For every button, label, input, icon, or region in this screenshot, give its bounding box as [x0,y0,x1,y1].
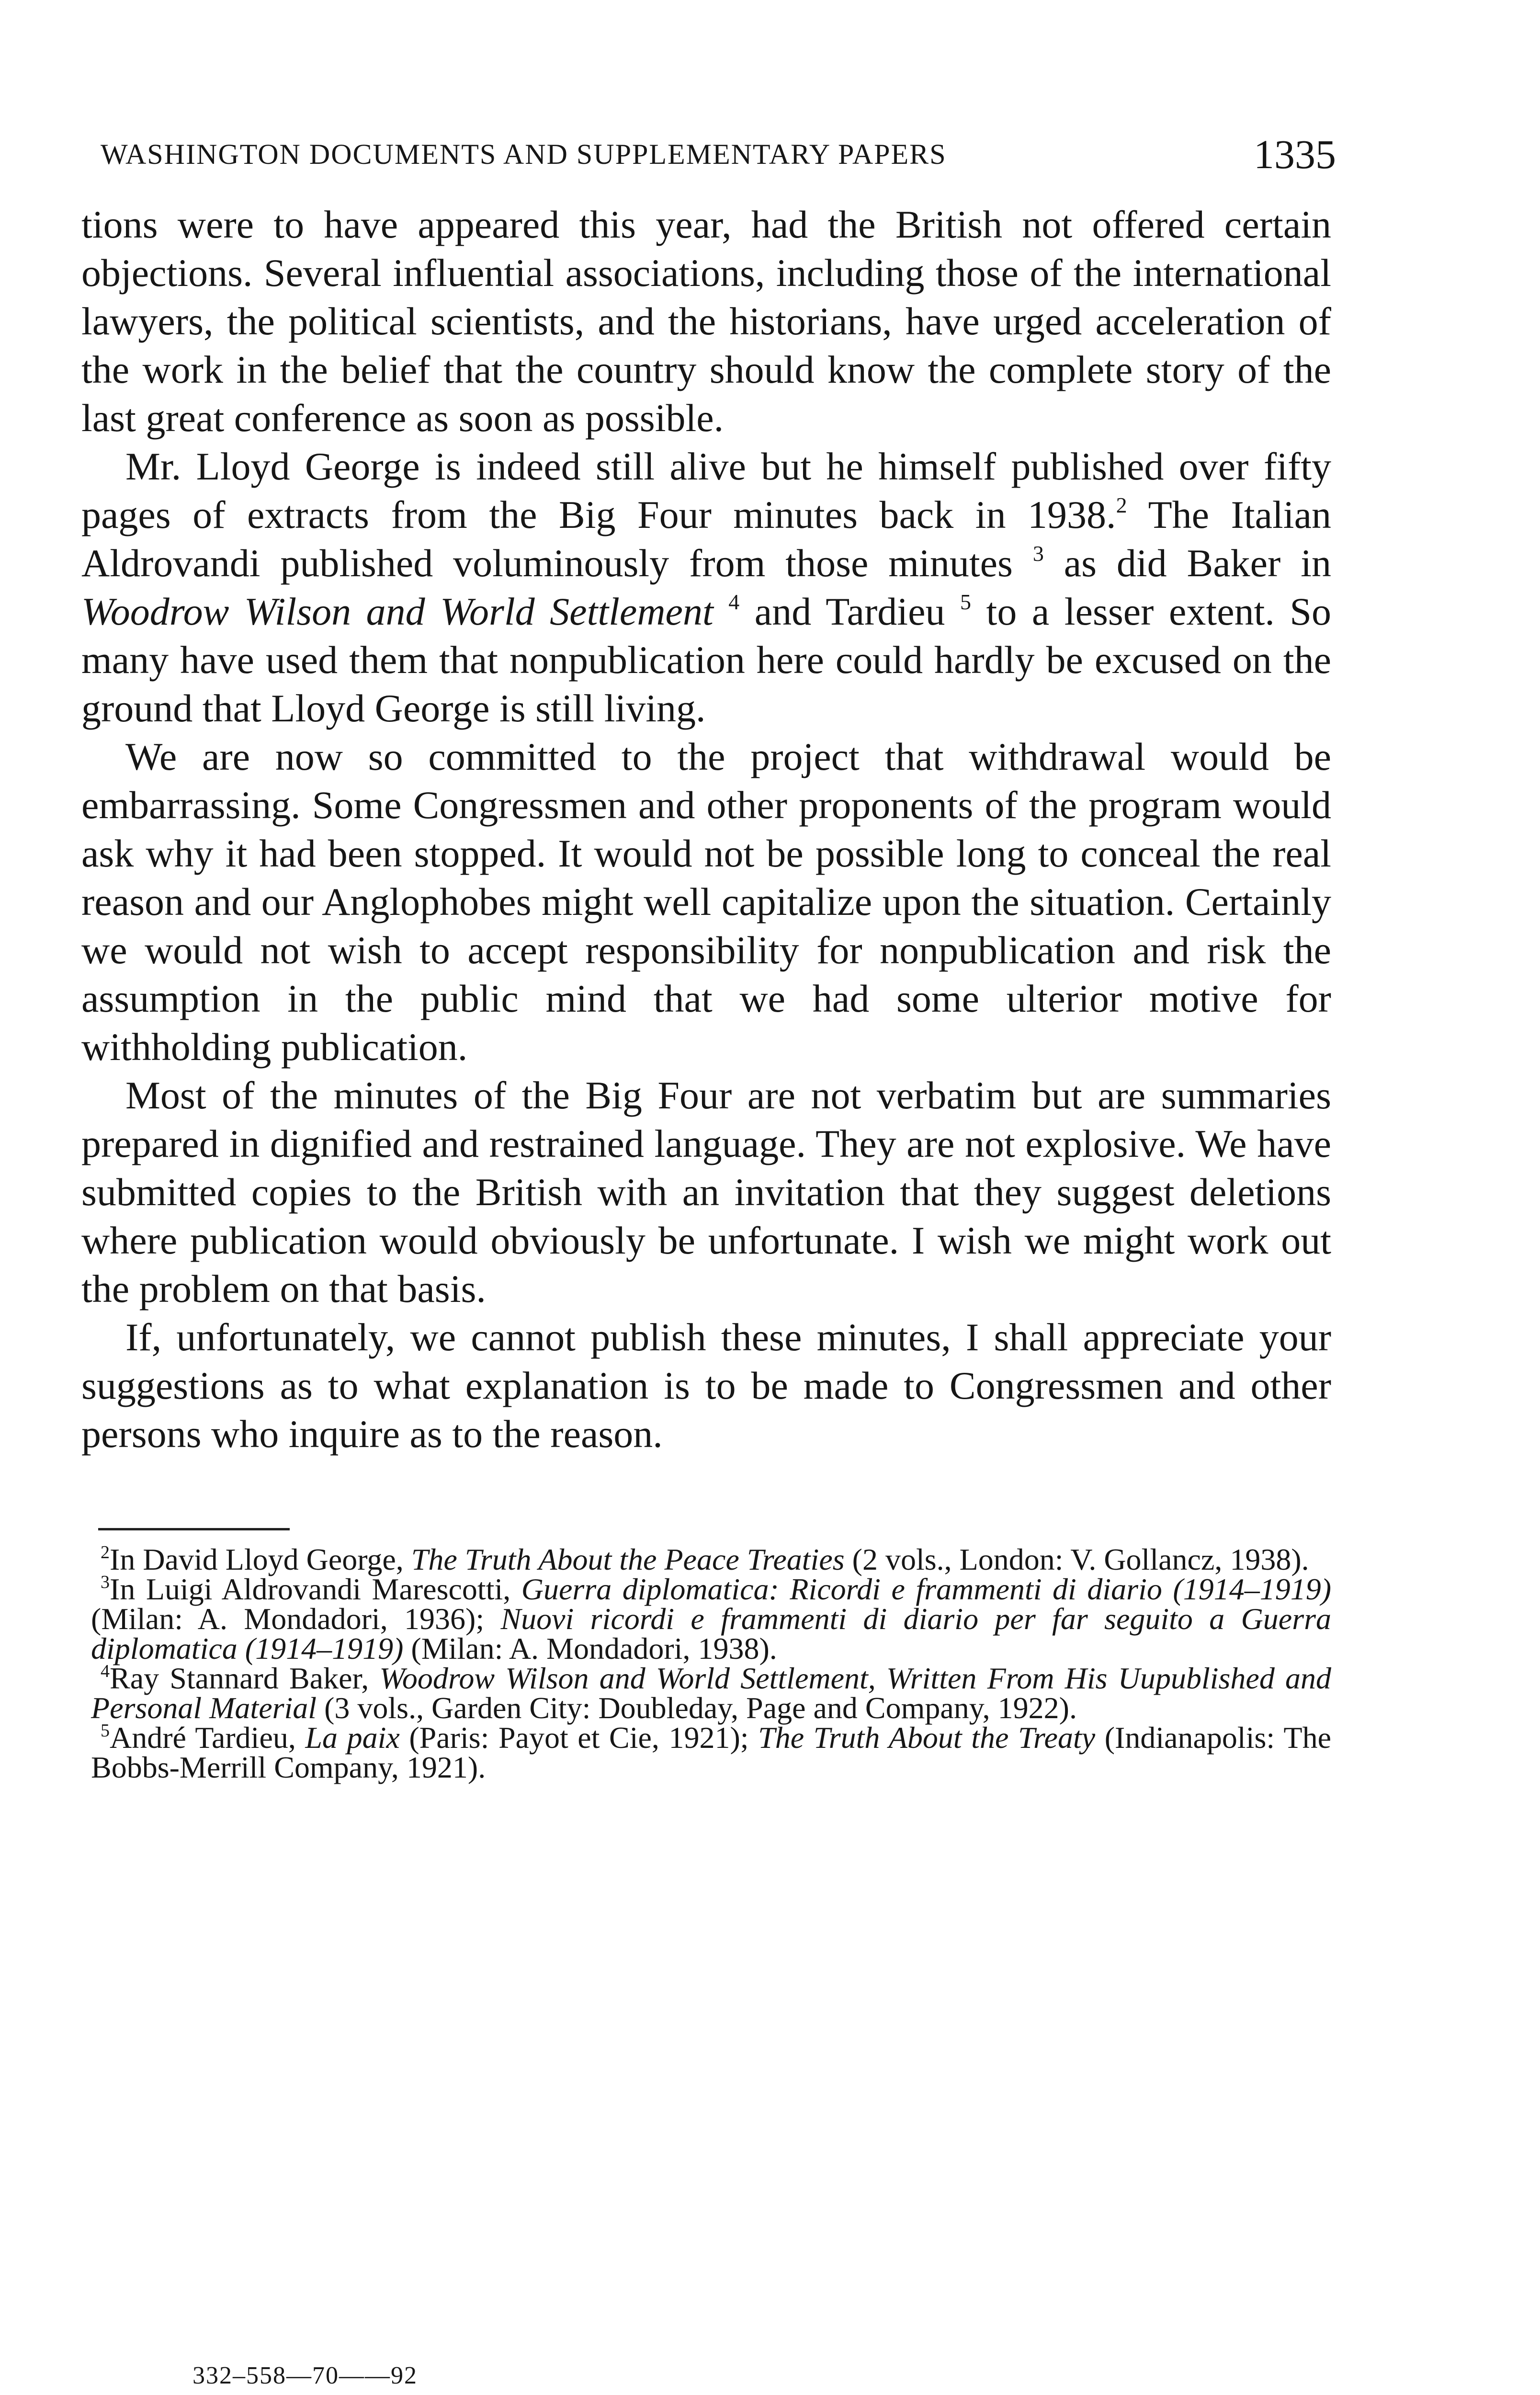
footnote-5-mark: 5 [101,1721,110,1741]
footnote-4-title: Woodrow Wilson and World Settlement, Written From His Uupublished and Personal Material [91,1661,1332,1725]
footnote-2-title: The Truth About the Peace Treaties [411,1542,845,1576]
footnote-5-title-1: La paix [305,1721,400,1755]
footnote-rule [98,1528,290,1530]
footnote-ref-5: 5 [960,590,972,614]
footnote-4-part-a: Ray Stannard Baker, [110,1661,380,1695]
footnote-3-part-b: (Milan: A. Mondadori, 1936); [91,1602,501,1636]
paragraph-2 [81,442,1331,732]
page-number: 1335 [1254,131,1336,177]
paragraph-2-part-b: The Italian Aldrovandi published voluminously from those minutes [81,493,1331,585]
printer-code: 332–558—70——92 [192,2362,418,2389]
footnote-5-part-c: (Indianapolis: The Bobbs-Merrill Company, 1921). [91,1721,1332,1784]
footnote-3 [91,1574,1331,1664]
footnote-3-title-2: Nuovi ricordi e frammenti di diario per far seguito a Guerra diplomatica (1914–1919) [91,1602,1332,1665]
footnote-3-title-1: Guerra diplomatica: Ricordi e frammenti di diario (1914–1919) [521,1572,1332,1606]
footnote-5 [91,1723,1331,1782]
footnote-ref-3: 3 [1032,541,1044,566]
footnote-2 [91,1542,1331,1576]
paragraph-3: We are now so committed to the project that withdrawal would be embarrassing. Some Congressmen and other proponents of the program would ask why it had been stopped. It would not be possible long to conceal the real reason and our Anglophobes might well capitalize upon the situation. Certainly we would not wish to accept responsibility for nonpublication and risk the assumption in the public mind that we had some ulterior motive for withholding publication. [81,735,1331,1069]
running-head-title: WASHINGTON DOCUMENTS AND SUPPLEMENTARY PAPERS [101,138,947,170]
footnote-2-part-a: In David Lloyd George, [110,1542,411,1576]
body-text [81,200,1331,1458]
paragraph-5: If, unfortunately, we cannot publish these minutes, I shall appreciate your suggestions as to what explanation is to be made to Congressmen and other persons who inquire as to the reason. [81,1315,1331,1456]
footnote-2-mark: 2 [101,1542,110,1562]
footnote-5-title-2: The Truth About the Treaty [758,1721,1096,1755]
paragraph-1: tions were to have appeared this year, had the British not offered certain objections. Several influential associations, including those of the international lawyers, the political scientists, and the historians, have urged acceleration of the work in the belief that the country should know the complete story of the last great conference as soon as possible. [81,203,1331,440]
paragraph-2-part-c: as did Baker in [1043,541,1331,585]
footnote-3-part-c: (Milan: A. Mondadori, 1938). [403,1631,777,1665]
footnotes [91,1542,1332,1784]
paragraph-2-part-d: and Tardieu [739,590,961,633]
footnote-3-part-a: In Luigi Aldrovandi Marescotti, [110,1572,521,1606]
paragraph-4: Most of the minutes of the Big Four are not verbatim but are summaries prepared in dignified and restrained language. They are not explosive. We have submitted copies to the British with an invitation that they suggest deletions where publication would obviously be unfortunate. I wish we might work out the problem on that basis. [81,1073,1331,1311]
footnote-5-part-b: (Paris: Payot et Cie, 1921); [399,1721,759,1755]
paragraph-2-book-title: Woodrow Wilson and World Settlement [81,590,713,633]
footnote-5-part-a: André Tardieu, [110,1721,306,1755]
footnote-4 [91,1661,1332,1725]
footnote-4-part-b: (3 vols., Garden City: Doubleday, Page and Company, 1922). [317,1691,1077,1725]
paragraph-2-part-e: to a lesser extent. So many have used them that nonpublication here could hardly be excused on the ground that Lloyd George is still living. [81,590,1331,730]
footnote-ref-2: 2 [1116,493,1127,517]
paragraph-2-part-a: Mr. Lloyd George is indeed still alive but he himself published over fifty pages of extracts from the Big Four minutes back in 1938. [81,445,1331,536]
footnote-ref-4: 4 [728,590,740,614]
footnote-2-part-b: (2 vols., London: V. Gollancz, 1938). [844,1542,1309,1576]
footnote-4-mark: 4 [101,1661,110,1681]
footnote-3-mark: 3 [101,1572,110,1592]
running-head [101,125,1336,183]
